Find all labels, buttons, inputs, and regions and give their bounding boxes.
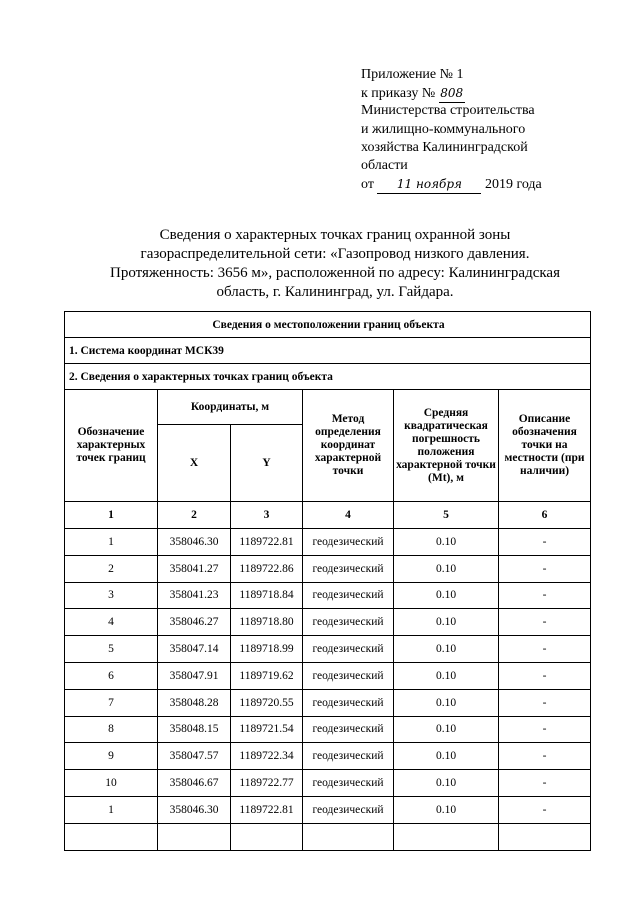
title-line-1: Сведения о характерных точках границ охранной зоны <box>159 227 511 243</box>
section-2-row <box>65 364 591 390</box>
cell-x: 358046.67 <box>158 770 231 797</box>
cell-y: 1189718.84 <box>231 582 303 609</box>
cell-point: 5 <box>65 636 158 663</box>
col-header-error: Средняя квадратическая погрешность положения характерной точки (Mt), м <box>394 390 499 502</box>
col-header-method: Метод определения координат характерной точки <box>303 390 394 502</box>
cell-x: 358047.91 <box>158 662 231 689</box>
section-1-row <box>65 338 591 364</box>
empty-cell <box>303 823 394 850</box>
appendix-ministry-line1: Министерства строительства <box>361 103 535 119</box>
cell-point: 9 <box>65 743 158 770</box>
cell-error: 0.10 <box>394 529 499 556</box>
cell-point: 6 <box>65 662 158 689</box>
cell-error: 0.10 <box>394 796 499 823</box>
date-prefix: от <box>361 177 374 193</box>
col-number: 3 <box>231 502 303 529</box>
cell-description: - <box>499 636 591 663</box>
col-number: 6 <box>499 502 591 529</box>
coordinates-table <box>64 311 591 851</box>
appendix-order-line <box>361 84 611 102</box>
cell-error: 0.10 <box>394 689 499 716</box>
column-number-row <box>65 502 591 529</box>
empty-cell <box>231 823 303 850</box>
cell-y: 1189722.86 <box>231 555 303 582</box>
cell-error: 0.10 <box>394 636 499 663</box>
title-line-4: область, г. Калининград, ул. Гайдара. <box>216 284 454 300</box>
cell-y: 1189720.55 <box>231 689 303 716</box>
cell-point: 1 <box>65 796 158 823</box>
table-row <box>65 770 591 797</box>
cell-method: геодезический <box>303 716 394 743</box>
cell-y: 1189722.81 <box>231 796 303 823</box>
col-header-description: Описание обозначения точки на местности (при наличии) <box>499 390 591 502</box>
cell-description: - <box>499 770 591 797</box>
cell-point: 1 <box>65 529 158 556</box>
cell-point: 3 <box>65 582 158 609</box>
cell-point: 4 <box>65 609 158 636</box>
cell-description: - <box>499 743 591 770</box>
cell-error: 0.10 <box>394 716 499 743</box>
col-header-coordinates: Координаты, м <box>158 390 303 425</box>
cell-point: 2 <box>65 555 158 582</box>
cell-y: 1189719.62 <box>231 662 303 689</box>
cell-description: - <box>499 716 591 743</box>
cell-x: 358041.27 <box>158 555 231 582</box>
cell-point: 10 <box>65 770 158 797</box>
appendix-title: Приложение № 1 <box>361 67 464 82</box>
table-row <box>65 743 591 770</box>
appendix-block <box>361 66 611 193</box>
cell-y: 1189722.81 <box>231 529 303 556</box>
date-year: 2019 года <box>484 177 542 193</box>
cell-point: 8 <box>65 716 158 743</box>
cell-method: геодезический <box>303 582 394 609</box>
col-number: 4 <box>303 502 394 529</box>
cell-error: 0.10 <box>394 662 499 689</box>
cell-y: 1189721.54 <box>231 716 303 743</box>
document-title <box>70 226 600 302</box>
cell-error: 0.10 <box>394 770 499 797</box>
cell-description: - <box>499 609 591 636</box>
cell-method: геодезический <box>303 609 394 636</box>
cell-x: 358048.15 <box>158 716 231 743</box>
cell-method: геодезический <box>303 662 394 689</box>
cell-description: - <box>499 662 591 689</box>
cell-method: геодезический <box>303 743 394 770</box>
cell-y: 1189722.77 <box>231 770 303 797</box>
table-row <box>65 689 591 716</box>
cell-x: 358046.30 <box>158 796 231 823</box>
cell-x: 358046.30 <box>158 529 231 556</box>
cell-method: геодезический <box>303 689 394 716</box>
table-row <box>65 716 591 743</box>
date-handwritten: 11 ноября <box>377 175 481 194</box>
section-coordinate-system: 1. Система координат МСК39 <box>65 338 591 364</box>
table-row <box>65 582 591 609</box>
cell-y: 1189718.99 <box>231 636 303 663</box>
table-row <box>65 662 591 689</box>
cell-description: - <box>499 555 591 582</box>
table-row <box>65 636 591 663</box>
column-header-row-1 <box>65 390 591 425</box>
col-number: 5 <box>394 502 499 529</box>
table-row <box>65 529 591 556</box>
col-number: 2 <box>158 502 231 529</box>
cell-description: - <box>499 796 591 823</box>
cell-method: геодезический <box>303 796 394 823</box>
section-boundary-points: 2. Сведения о характерных точках границ объекта <box>65 364 591 390</box>
cell-x: 358047.57 <box>158 743 231 770</box>
col-header-point: Обозначение характерных точек границ <box>65 390 158 502</box>
title-line-2: газораспределительной сети: «Газопровод низкого давления. <box>140 246 530 262</box>
appendix-ministry-line4: области <box>361 157 408 173</box>
cell-y: 1189718.80 <box>231 609 303 636</box>
cell-method: геодезический <box>303 770 394 797</box>
cell-x: 358041.23 <box>158 582 231 609</box>
table-row <box>65 609 591 636</box>
cell-error: 0.10 <box>394 743 499 770</box>
cell-error: 0.10 <box>394 609 499 636</box>
cell-error: 0.10 <box>394 582 499 609</box>
table-main-header-row <box>65 312 591 338</box>
appendix-date-line <box>361 175 611 193</box>
empty-cell <box>158 823 231 850</box>
cell-method: геодезический <box>303 555 394 582</box>
order-prefix: к приказу № <box>361 86 436 102</box>
cell-x: 358046.27 <box>158 609 231 636</box>
order-number-handwritten: 808 <box>439 84 465 103</box>
cell-method: геодезический <box>303 636 394 663</box>
col-header-y: Y <box>231 425 303 502</box>
table-row <box>65 796 591 823</box>
cell-description: - <box>499 529 591 556</box>
table-row <box>65 555 591 582</box>
cell-error: 0.10 <box>394 555 499 582</box>
table-main-header: Сведения о местоположении границ объекта <box>65 312 591 338</box>
table-empty-row <box>65 823 591 850</box>
cell-description: - <box>499 689 591 716</box>
col-number: 1 <box>65 502 158 529</box>
empty-cell <box>65 823 158 850</box>
empty-cell <box>394 823 499 850</box>
cell-method: геодезический <box>303 529 394 556</box>
cell-x: 358048.28 <box>158 689 231 716</box>
col-header-x: X <box>158 425 231 502</box>
cell-description: - <box>499 582 591 609</box>
cell-point: 7 <box>65 689 158 716</box>
empty-cell <box>499 823 591 850</box>
appendix-ministry-line3: хозяйства Калининградской <box>361 139 528 155</box>
cell-x: 358047.14 <box>158 636 231 663</box>
cell-y: 1189722.34 <box>231 743 303 770</box>
title-line-3: Протяженность: 3656 м», расположенной по адресу: Калининградская <box>110 265 560 281</box>
appendix-ministry-line2: и жилищно-коммунального <box>361 121 526 137</box>
